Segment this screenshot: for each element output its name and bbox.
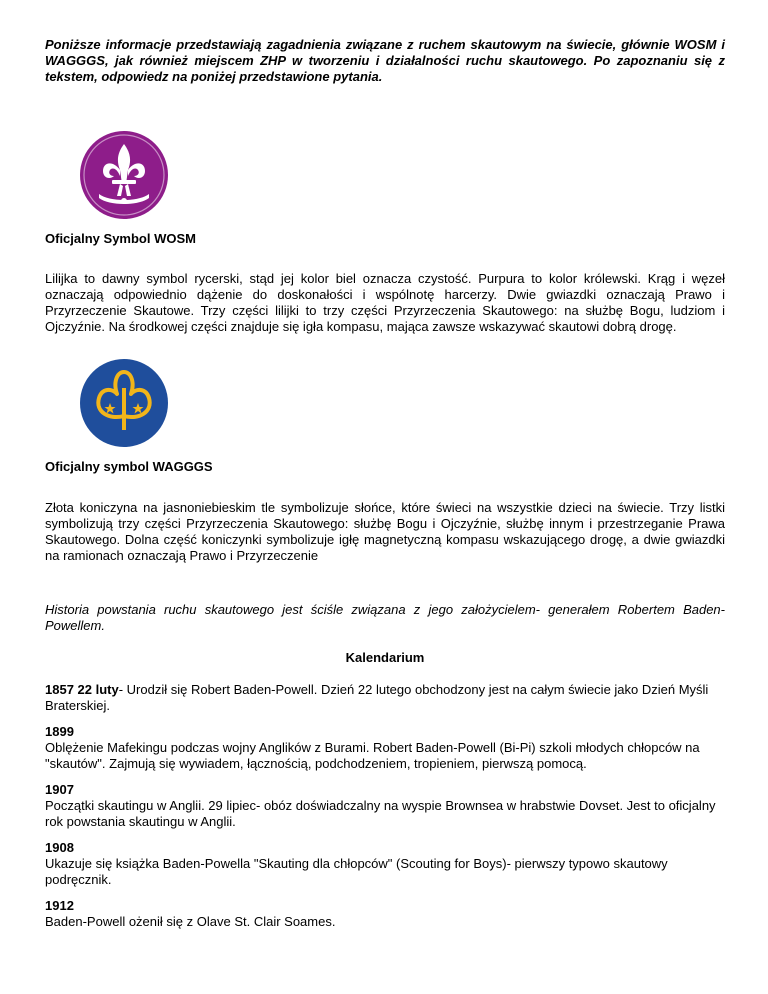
entry-year: 1907 — [45, 782, 74, 797]
entry-text: - Urodził się Robert Baden-Powell. Dzień 22 lutego obchodzony jest na całym świecie jako Dzień Myśli Braterskiej. — [45, 682, 709, 713]
intro-paragraph: Poniższe informacje przedstawiają zagadnienia związane z ruchem skautowym na świecie, głównie WOSM i WAGGGS, jak również miejscem ZHP w tworzeniu i działalności ruchu skautowego. Po zapoznaniu się z tekstem, odpowiedz na poniżej przedstawione pytania. — [45, 37, 725, 84]
history-intro: Historia powstania ruchu skautowego jest ściśle związana z jego założycielem- generałem Robertem Baden-Powellem. — [45, 602, 725, 633]
entry-year: 1857 22 luty — [45, 682, 119, 697]
wagggs-description: Złota koniczyna na jasnoniebieskim tle symbolizuje słońce, które świeci na wszystkie dzieci na świecie. Trzy listki symbolizują trzy części Przyrzeczenia Skautowego: służbę Bogu i Ojczyźnie, służbę innym i przestrzeganie Prawa Skautowego. Dolna część koniczynki symbolizuje igłę magnetyczną kompasu wskazującego drogę, a dwie gwiazdki na ramionach oznaczają Prawo i Przyrzeczenie — [45, 500, 725, 563]
entry-text: Baden-Powell ożenił się z Olave St. Clair Soames. — [45, 914, 336, 929]
entry-text: Ukazuje się książka Baden-Powella "Skauting dla chłopców" (Scouting for Boys)- pierwszy typowo skautowy podręcznik. — [45, 856, 668, 887]
wagggs-logo — [79, 358, 169, 448]
calendar-entry — [45, 898, 725, 930]
wosm-caption: Oficjalny Symbol WOSM — [45, 231, 196, 246]
entry-text: Początki skautingu w Anglii. 29 lipiec- obóz doświadczalny na wyspie Brownsea w hrabstwie Dovset. Jest to oficjalny rok powstania skautingu w Anglii. — [45, 798, 716, 829]
wosm-logo — [79, 130, 169, 220]
entry-year: 1908 — [45, 840, 74, 855]
calendar-entry — [45, 682, 725, 714]
entry-text: Oblężenie Mafekingu podczas wojny Anglików z Burami. Robert Baden-Powell (Bi-Pi) szkoli młodych chłopców na "skautów". Zajmują się wywiadem, łącznością, podchodzeniem, tropieniem, pierwszą pomocą. — [45, 740, 700, 771]
calendar-entry — [45, 782, 725, 830]
calendar-heading: Kalendarium — [345, 650, 425, 665]
entry-year: 1912 — [45, 898, 74, 913]
wosm-description: Lilijka to dawny symbol rycerski, stąd jej kolor biel oznacza czystość. Purpura to kolor królewski. Krąg i węzeł oznaczają odpowiednio dążenie do doskonałości i wspólnotę harcerzy. Dwie gwiazdki oznaczają Prawo i Przyrzeczenie Skautowe. Trzy części lilijki to trzy części Przyrzeczenia Skautowego: na służbę Bogu, ludziom i Ojczyźnie. Na środkowej części znajduje się igła kompasu, mająca zawsze wskazywać skautowi dobrą drogę. — [45, 271, 725, 334]
calendar-entry — [45, 840, 725, 888]
calendar-entry — [45, 724, 725, 772]
wagggs-caption: Oficjalny symbol WAGGGS — [45, 459, 213, 474]
entry-year: 1899 — [45, 724, 74, 739]
